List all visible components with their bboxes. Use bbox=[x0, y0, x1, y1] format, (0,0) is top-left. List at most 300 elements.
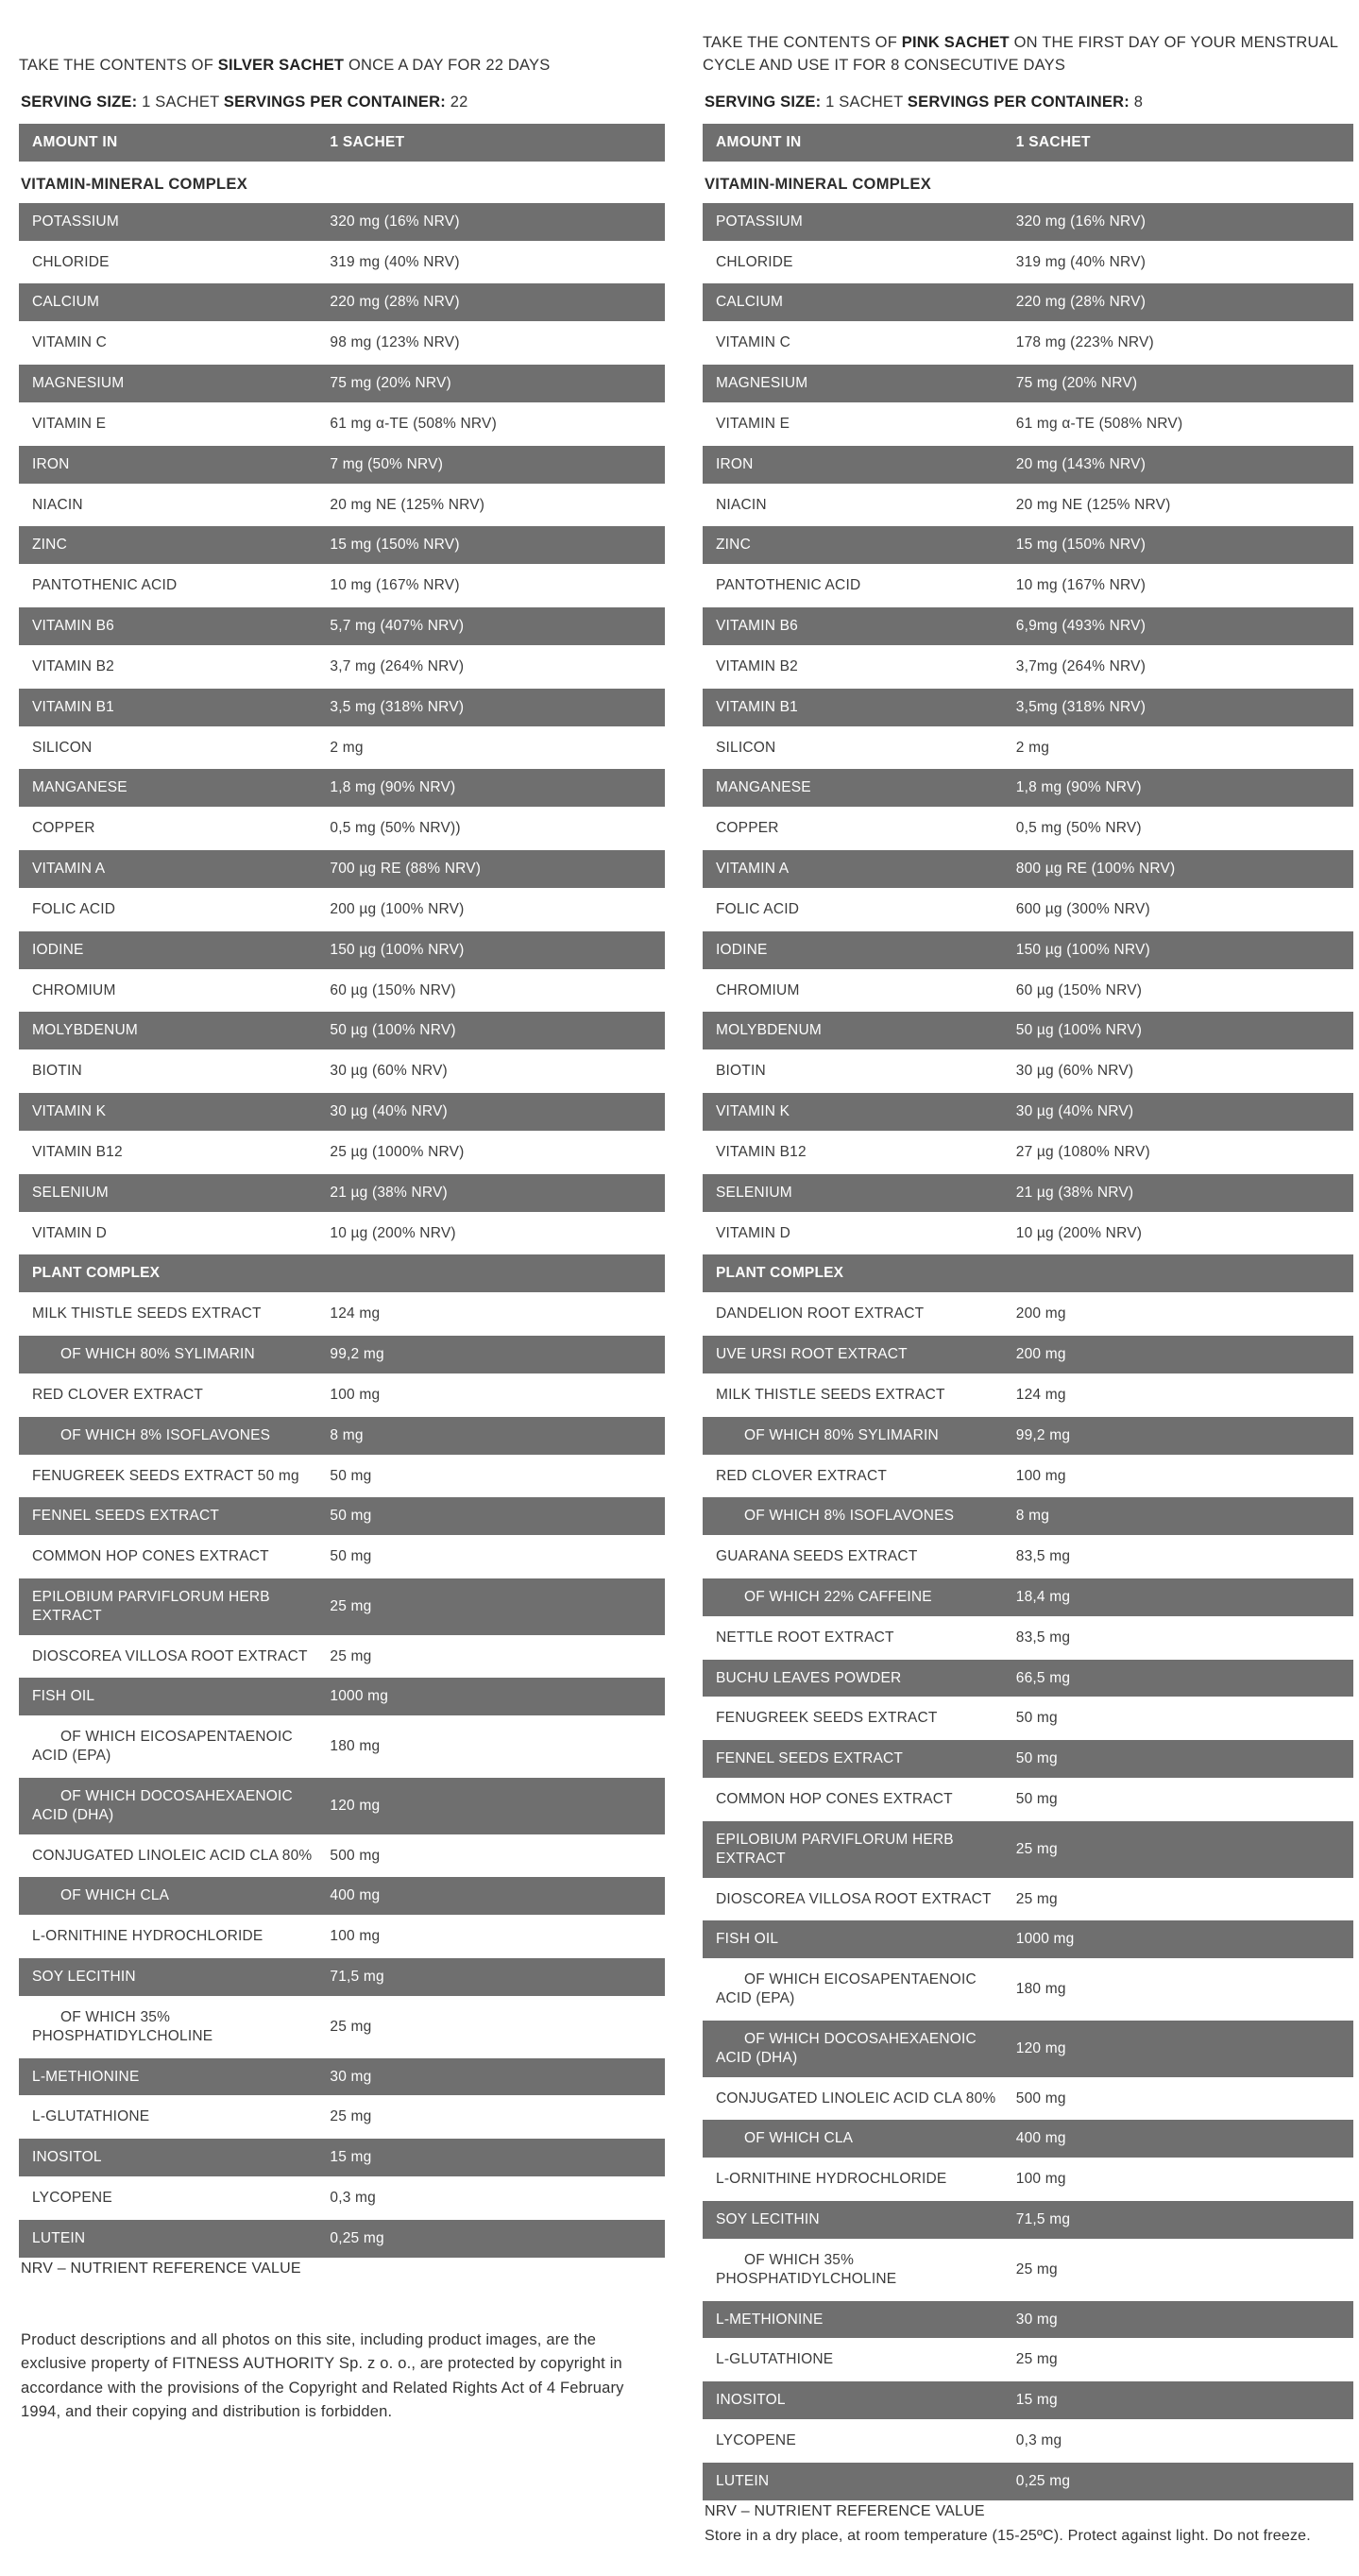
nutrient-row bbox=[703, 1417, 1353, 1455]
nutrient-name: CHROMIUM bbox=[716, 981, 800, 998]
nutrient-name: OF WHICH 35% PHOSPHATIDYLCHOLINE bbox=[32, 2008, 213, 2044]
nutrient-amount: 150 µg (100% NRV) bbox=[330, 941, 465, 958]
nutrient-row bbox=[703, 2242, 1353, 2298]
nutrient-amount: 319 mg (40% NRV) bbox=[1015, 253, 1147, 270]
nutrient-row bbox=[703, 1699, 1353, 1737]
nutrient-amount: 319 mg (40% NRV) bbox=[330, 253, 460, 270]
nutrient-name: OF WHICH 35% PHOSPHATIDYLCHOLINE bbox=[716, 2251, 897, 2287]
nutrient-amount: 320 mg (16% NRV) bbox=[1015, 213, 1147, 230]
nutrient-name: RED CLOVER EXTRACT bbox=[32, 1386, 204, 1403]
nutrient-amount: 50 mg bbox=[330, 1508, 372, 1525]
nutrient-amount: 400 mg bbox=[330, 1887, 381, 1904]
nutrient-name: VITAMIN E bbox=[716, 415, 790, 432]
section-title: PLANT COMPLEX bbox=[716, 1265, 844, 1282]
nutrient-row bbox=[703, 365, 1353, 402]
nutrient-row bbox=[19, 2179, 665, 2217]
nutrient-amount: 50 mg bbox=[1015, 1791, 1058, 1808]
nutrient-row bbox=[19, 648, 665, 686]
nutrient-amount: 50 µg (100% NRV) bbox=[330, 1022, 456, 1039]
nutrient-amount: 75 mg (20% NRV) bbox=[1015, 375, 1138, 392]
nutrient-row bbox=[19, 1718, 665, 1775]
nutrient-amount: 25 mg bbox=[1015, 1890, 1058, 1907]
nutrient-name: FISH OIL bbox=[32, 1688, 95, 1705]
nutrient-name: CHLORIDE bbox=[32, 253, 110, 270]
nutrient-name: VITAMIN K bbox=[716, 1103, 790, 1120]
nutrient-row bbox=[19, 1578, 665, 1635]
nutrient-amount: 200 mg bbox=[1015, 1305, 1066, 1322]
nutrient-name: DIOSCOREA VILLOSA ROOT EXTRACT bbox=[716, 1890, 992, 1907]
nutrient-name: IRON bbox=[32, 455, 70, 472]
silver-sachet-directions bbox=[19, 23, 665, 77]
nutrient-amount: 124 mg bbox=[1015, 1386, 1066, 1403]
nutrient-amount: 18,4 mg bbox=[1015, 1588, 1071, 1605]
nutrient-amount: 30 mg bbox=[330, 2068, 372, 2085]
nutrient-amount: 83,5 mg bbox=[1015, 1629, 1071, 1646]
nutrient-amount: 50 mg bbox=[1015, 1750, 1058, 1767]
nutrient-name: MOLYBDENUM bbox=[32, 1022, 138, 1039]
nutrient-name: FENUGREEK SEEDS EXTRACT bbox=[716, 1710, 938, 1727]
nutrient-name: UVE URSI ROOT EXTRACT bbox=[716, 1346, 908, 1363]
nutrient-row bbox=[19, 244, 665, 281]
nutrient-row bbox=[703, 972, 1353, 1010]
nutrient-row bbox=[703, 405, 1353, 443]
nutrient-row bbox=[703, 1215, 1353, 1253]
nutrient-amount: 8 mg bbox=[330, 1426, 364, 1443]
servings-per-container-value: 8 bbox=[1133, 94, 1144, 111]
nutrient-row bbox=[703, 931, 1353, 969]
nutrient-name: L-METHIONINE bbox=[32, 2068, 140, 2085]
nutrient-amount: 1000 mg bbox=[1015, 1931, 1075, 1948]
nutrient-amount: 71,5 mg bbox=[330, 1969, 384, 1986]
nutrient-row bbox=[703, 2080, 1353, 2118]
nutrient-amount: 75 mg (20% NRV) bbox=[330, 375, 451, 392]
nutrient-amount: 25 mg bbox=[330, 1597, 372, 1614]
nutrient-row bbox=[19, 1174, 665, 1212]
servings-per-container-label: SERVINGS PER CONTAINER: bbox=[223, 94, 446, 111]
nutrient-row bbox=[19, 486, 665, 524]
nutrient-name: VITAMIN K bbox=[32, 1103, 107, 1120]
nutrient-name: VITAMIN B6 bbox=[32, 618, 114, 635]
nutrient-name: DIOSCOREA VILLOSA ROOT EXTRACT bbox=[32, 1647, 308, 1664]
nutrient-name: FENUGREEK SEEDS EXTRACT 50 mg bbox=[32, 1467, 299, 1484]
nutrient-row bbox=[703, 1093, 1353, 1131]
one-sachet-header: 1 SACHET bbox=[330, 134, 405, 150]
nutrient-row bbox=[19, 891, 665, 929]
nutrient-name: VITAMIN C bbox=[32, 334, 108, 351]
nutrient-name: IODINE bbox=[716, 941, 768, 958]
nutrient-name: OF WHICH CLA bbox=[60, 1887, 170, 1904]
nutrient-name: L-ORNITHINE HYDROCHLORIDE bbox=[716, 2171, 947, 2188]
nutrient-row bbox=[703, 810, 1353, 847]
nutrient-name: VITAMIN A bbox=[32, 861, 106, 878]
nutrient-amount: 61 mg α-TE (508% NRV) bbox=[330, 415, 497, 432]
nutrient-amount: 100 mg bbox=[1015, 2171, 1066, 2188]
nutrient-name: L-ORNITHINE HYDROCHLORIDE bbox=[32, 1928, 263, 1945]
silver-table-header bbox=[19, 124, 665, 162]
nutrient-name: MANGANESE bbox=[716, 779, 811, 796]
nutrient-row bbox=[19, 203, 665, 241]
nutrient-row bbox=[19, 567, 665, 605]
nutrient-name: BIOTIN bbox=[32, 1063, 82, 1080]
nutrient-row bbox=[703, 2381, 1353, 2419]
nutrient-row bbox=[19, 1497, 665, 1535]
nutrient-row bbox=[19, 446, 665, 484]
nutrient-row bbox=[703, 203, 1353, 241]
nutrient-amount: 800 µg RE (100% NRV) bbox=[1015, 861, 1176, 878]
nutrient-amount: 66,5 mg bbox=[1015, 1669, 1071, 1686]
nutrient-name: VITAMIN C bbox=[716, 334, 791, 351]
nutrient-amount: 1000 mg bbox=[330, 1688, 389, 1705]
nutrient-name: OF WHICH DOCOSAHEXAENOIC ACID (DHA) bbox=[716, 2030, 977, 2066]
nutrient-amount: 700 µg RE (88% NRV) bbox=[330, 861, 482, 878]
amount-in-header: AMOUNT IN bbox=[716, 134, 802, 150]
nutrient-row bbox=[703, 1376, 1353, 1414]
nutrient-amount: 0,5 mg (50% NRV) bbox=[1015, 820, 1142, 837]
nutrient-row bbox=[19, 1538, 665, 1576]
nutrient-name: MAGNESIUM bbox=[716, 375, 808, 392]
nutrient-row bbox=[703, 1295, 1353, 1333]
nutrient-name: VITAMIN B2 bbox=[716, 657, 798, 674]
nutrient-name: FENNEL SEEDS EXTRACT bbox=[716, 1750, 904, 1767]
directions-text: TAKE THE CONTENTS OF bbox=[19, 57, 218, 75]
silver-sachet-panel bbox=[19, 23, 665, 2548]
nutrient-amount: 25 µg (1000% NRV) bbox=[330, 1143, 465, 1160]
nutrient-row bbox=[703, 1881, 1353, 1919]
nutrient-amount: 2 mg bbox=[1015, 739, 1050, 756]
silver-nutrients-table bbox=[19, 203, 665, 2258]
nutrient-amount: 83,5 mg bbox=[1015, 1548, 1071, 1565]
pink-table-header bbox=[703, 124, 1353, 162]
nutrient-row bbox=[19, 1458, 665, 1495]
nutrient-row bbox=[19, 729, 665, 767]
nutrient-amount: 25 mg bbox=[1015, 1840, 1058, 1857]
servings-per-container-value: 22 bbox=[450, 94, 468, 111]
nutrient-amount: 21 µg (38% NRV) bbox=[330, 1184, 448, 1201]
serving-size-label: SERVING SIZE: bbox=[21, 94, 138, 111]
nutrient-row bbox=[19, 1999, 665, 2056]
sachet-name: SILVER SACHET bbox=[217, 57, 345, 75]
nutrient-amount: 21 µg (38% NRV) bbox=[1015, 1184, 1134, 1201]
nutrient-amount: 6,9mg (493% NRV) bbox=[1015, 618, 1147, 635]
nutrient-row bbox=[703, 1740, 1353, 1778]
nutrient-name: RED CLOVER EXTRACT bbox=[716, 1467, 888, 1484]
nutrient-name: MANGANESE bbox=[32, 779, 127, 796]
nutrient-amount: 0,25 mg bbox=[1015, 2472, 1071, 2489]
nutrient-name: OF WHICH DOCOSAHEXAENOIC ACID (DHA) bbox=[32, 1787, 293, 1823]
nutrient-row bbox=[19, 365, 665, 402]
nutrient-amount: 30 mg bbox=[1015, 2311, 1058, 2328]
vitamin-mineral-complex-title: VITAMIN-MINERAL COMPLEX bbox=[705, 175, 932, 193]
nutrient-row bbox=[19, 1678, 665, 1715]
nutrient-name: OF WHICH CLA bbox=[744, 2130, 854, 2147]
nutrient-row bbox=[703, 324, 1353, 362]
nutrient-amount: 30 µg (60% NRV) bbox=[1015, 1063, 1134, 1080]
nutrient-row bbox=[703, 526, 1353, 564]
nutrient-amount: 400 mg bbox=[1015, 2130, 1066, 2147]
nutrient-name: FISH OIL bbox=[716, 1931, 779, 1948]
nutrient-row bbox=[703, 769, 1353, 807]
directions-text-suffix: ONCE A DAY FOR 22 DAYS bbox=[344, 57, 551, 75]
nutrient-amount: 30 µg (40% NRV) bbox=[1015, 1103, 1134, 1120]
nutrient-row bbox=[703, 2301, 1353, 2339]
nutrient-row bbox=[703, 1920, 1353, 1958]
nutrient-name: SILICON bbox=[32, 739, 93, 756]
nutrient-amount: 60 µg (150% NRV) bbox=[330, 981, 456, 998]
nutrient-row bbox=[703, 2341, 1353, 2379]
nutrient-name: SELENIUM bbox=[716, 1184, 792, 1201]
nutrient-row bbox=[703, 891, 1353, 929]
nutrient-row bbox=[703, 1538, 1353, 1576]
nutrient-name: LYCOPENE bbox=[716, 2432, 796, 2449]
nutrient-row bbox=[19, 324, 665, 362]
nutrient-row bbox=[19, 526, 665, 564]
nutrient-name: VITAMIN B12 bbox=[32, 1143, 123, 1160]
nutrient-amount: 120 mg bbox=[330, 1797, 381, 1814]
nutrient-name: CALCIUM bbox=[716, 294, 784, 311]
nutrient-row bbox=[703, 2120, 1353, 2158]
nutrient-amount: 220 mg (28% NRV) bbox=[1015, 294, 1147, 311]
nutrient-row bbox=[703, 1336, 1353, 1373]
nutrient-name: SOY LECITHIN bbox=[716, 2211, 820, 2228]
nutrient-name: SILICON bbox=[716, 739, 776, 756]
nutrient-row bbox=[703, 1961, 1353, 2018]
nutrient-row bbox=[19, 1417, 665, 1455]
nutrient-row bbox=[19, 405, 665, 443]
nutrient-amount: 15 mg (150% NRV) bbox=[330, 537, 460, 554]
nutrient-name: VITAMIN B2 bbox=[32, 657, 114, 674]
nutrient-amount: 200 µg (100% NRV) bbox=[330, 900, 465, 917]
nutrient-name: COPPER bbox=[716, 820, 779, 837]
nutrient-row bbox=[703, 2463, 1353, 2500]
nutrient-row bbox=[703, 486, 1353, 524]
nutrient-name: VITAMIN D bbox=[716, 1224, 791, 1241]
nutrient-name: MILK THISTLE SEEDS EXTRACT bbox=[716, 1386, 945, 1403]
nutrient-name: EPILOBIUM PARVIFLORUM HERB EXTRACT bbox=[716, 1831, 954, 1867]
nutrient-amount: 8 mg bbox=[1015, 1508, 1050, 1525]
nutrient-amount: 0,3 mg bbox=[330, 2190, 376, 2207]
nutrient-row bbox=[19, 1778, 665, 1834]
nutrient-amount: 2 mg bbox=[330, 739, 364, 756]
nutrient-name: OF WHICH 22% CAFFEINE bbox=[744, 1588, 932, 1605]
nutrient-row bbox=[19, 607, 665, 645]
nutrient-name: COMMON HOP CONES EXTRACT bbox=[716, 1791, 953, 1808]
nutrient-name: OF WHICH EICOSAPENTAENOIC ACID (EPA) bbox=[716, 1971, 977, 2007]
nutrient-name: GUARANA SEEDS EXTRACT bbox=[716, 1548, 918, 1565]
nutrient-name: NIACIN bbox=[716, 496, 767, 513]
nutrient-amount: 5,7 mg (407% NRV) bbox=[330, 618, 465, 635]
nutrient-amount: 20 mg NE (125% NRV) bbox=[330, 496, 485, 513]
nutrient-amount: 10 mg (167% NRV) bbox=[1015, 577, 1147, 594]
nutrient-amount: 10 µg (200% NRV) bbox=[1015, 1224, 1143, 1241]
nutrient-name: CONJUGATED LINOLEIC ACID CLA 80% bbox=[32, 1847, 313, 1864]
pink-sachet-panel bbox=[703, 23, 1353, 2548]
nutrient-name: OF WHICH EICOSAPENTAENOIC ACID (EPA) bbox=[32, 1729, 293, 1765]
nutrient-row bbox=[703, 1578, 1353, 1616]
nutrient-row bbox=[703, 1012, 1353, 1049]
nutrient-amount: 71,5 mg bbox=[1015, 2211, 1071, 2228]
nutrient-amount: 3,5 mg (318% NRV) bbox=[330, 698, 465, 715]
nutrient-amount: 25 mg bbox=[330, 2018, 372, 2035]
nutrient-row bbox=[19, 689, 665, 726]
nutrient-row bbox=[19, 810, 665, 847]
one-sachet-header: 1 SACHET bbox=[1015, 134, 1091, 150]
pink-nutrients-table bbox=[703, 203, 1353, 2500]
nutrient-amount: 100 mg bbox=[1015, 1467, 1066, 1484]
nutrient-amount: 60 µg (150% NRV) bbox=[1015, 981, 1143, 998]
nutrient-amount: 7 mg (50% NRV) bbox=[330, 455, 444, 472]
nutrient-amount: 50 mg bbox=[330, 1548, 372, 1565]
nutrient-amount: 61 mg α-TE (508% NRV) bbox=[1015, 415, 1183, 432]
nutrient-name: PANTOTHENIC ACID bbox=[716, 577, 861, 594]
nutrient-amount: 320 mg (16% NRV) bbox=[330, 213, 460, 230]
nutrient-row bbox=[19, 1837, 665, 1875]
nutrient-row bbox=[19, 1638, 665, 1676]
nutrient-row bbox=[703, 1781, 1353, 1818]
silver-serving-info bbox=[21, 94, 665, 111]
nutrient-row bbox=[19, 972, 665, 1010]
nutrient-amount: 200 mg bbox=[1015, 1346, 1066, 1363]
nutrient-amount: 1,8 mg (90% NRV) bbox=[330, 779, 456, 796]
nutrient-row bbox=[19, 1134, 665, 1171]
nutrient-row bbox=[703, 1174, 1353, 1212]
nutrient-row bbox=[19, 2139, 665, 2176]
nutrient-amount: 99,2 mg bbox=[1015, 1426, 1071, 1443]
nutrient-name: BUCHU LEAVES POWDER bbox=[716, 1669, 902, 1686]
serving-size-value: 1 SACHET bbox=[142, 94, 220, 111]
nutrient-amount: 99,2 mg bbox=[330, 1346, 384, 1363]
nutrient-row bbox=[19, 2220, 665, 2258]
nutrient-name: VITAMIN B12 bbox=[716, 1143, 807, 1160]
nutrient-name: ZINC bbox=[716, 537, 751, 554]
nutrient-amount: 1,8 mg (90% NRV) bbox=[1015, 779, 1142, 796]
nutrient-amount: 100 mg bbox=[330, 1386, 381, 1403]
nutrient-amount: 50 mg bbox=[1015, 1710, 1058, 1727]
nutrient-row bbox=[703, 850, 1353, 888]
nutrient-amount: 178 mg (223% NRV) bbox=[1015, 334, 1154, 351]
nutrient-name: MILK THISTLE SEEDS EXTRACT bbox=[32, 1305, 262, 1322]
nutrient-amount: 3,7mg (264% NRV) bbox=[1015, 657, 1147, 674]
nutrient-row bbox=[19, 1877, 665, 1915]
nutrient-amount: 15 mg bbox=[330, 2149, 372, 2166]
serving-size-value: 1 SACHET bbox=[825, 94, 904, 111]
nutrient-row bbox=[703, 648, 1353, 686]
nutrient-name: VITAMIN A bbox=[716, 861, 790, 878]
nutrient-name: ZINC bbox=[32, 537, 67, 554]
vitamin-mineral-complex-title: VITAMIN-MINERAL COMPLEX bbox=[21, 175, 248, 193]
nutrient-name: FOLIC ACID bbox=[32, 900, 116, 917]
nutrient-amount: 30 µg (60% NRV) bbox=[330, 1063, 448, 1080]
nutrient-row bbox=[703, 729, 1353, 767]
servings-per-container-label: SERVINGS PER CONTAINER: bbox=[907, 94, 1130, 111]
nutrient-row bbox=[19, 283, 665, 321]
nutrient-row bbox=[19, 1958, 665, 1996]
nutrient-row bbox=[19, 850, 665, 888]
nutrient-row bbox=[703, 2021, 1353, 2077]
nutrient-name: INOSITOL bbox=[716, 2392, 786, 2409]
nutrient-amount: 20 mg NE (125% NRV) bbox=[1015, 496, 1171, 513]
nutrient-amount: 500 mg bbox=[330, 1847, 381, 1864]
nutrient-amount: 27 µg (1080% NRV) bbox=[1015, 1143, 1150, 1160]
nutrient-row bbox=[703, 1052, 1353, 1090]
nutrient-name: VITAMIN B6 bbox=[716, 618, 798, 635]
nutrient-amount: 600 µg (300% NRV) bbox=[1015, 900, 1150, 917]
nutrient-amount: 0,3 mg bbox=[1015, 2432, 1062, 2449]
directions-text-suffix: ON THE FIRST DAY OF YOUR MENSTRUAL CYCLE AND USE IT FOR 8 CONSECUTIVE DAYS bbox=[703, 33, 1338, 75]
nutrient-amount: 0,5 mg (50% NRV)) bbox=[330, 820, 461, 837]
nutrient-name: COPPER bbox=[32, 820, 95, 837]
nutrient-amount: 50 mg bbox=[330, 1467, 372, 1484]
nutrient-row bbox=[19, 931, 665, 969]
nutrient-name: NIACIN bbox=[32, 496, 83, 513]
nutrient-row bbox=[19, 1918, 665, 1955]
nutrient-amount: 50 µg (100% NRV) bbox=[1015, 1022, 1143, 1039]
nutrient-amount: 220 mg (28% NRV) bbox=[330, 294, 460, 311]
nutrient-amount: 10 mg (167% NRV) bbox=[330, 577, 460, 594]
plant-complex-section-row bbox=[703, 1254, 1353, 1292]
nutrient-amount: 120 mg bbox=[1015, 2039, 1066, 2056]
nutrient-row bbox=[703, 1497, 1353, 1535]
nutrient-row bbox=[703, 689, 1353, 726]
nutrient-name: VITAMIN B1 bbox=[716, 698, 798, 715]
nutrient-name: CALCIUM bbox=[32, 294, 100, 311]
nutrient-name: L-GLUTATHIONE bbox=[716, 2351, 834, 2368]
copyright-notice: Product descriptions and all photos on this site, including product images, are the exclusive property of FITNESS AUTHORITY Sp. z o. o., are protected by copyright in accordance with the provisions of the Copyright and Related Rights Act of 4 February 1994, and their copying and distribution is forbidden. bbox=[21, 2330, 624, 2421]
nutrient-name: L-METHIONINE bbox=[716, 2311, 824, 2328]
nutrient-row bbox=[703, 1134, 1353, 1171]
nutrient-row bbox=[19, 1052, 665, 1090]
nutrient-name: PANTOTHENIC ACID bbox=[32, 577, 178, 594]
nutrient-amount: 10 µg (200% NRV) bbox=[330, 1224, 456, 1241]
nutrient-name: VITAMIN B1 bbox=[32, 698, 114, 715]
nutrient-amount: 25 mg bbox=[330, 1647, 372, 1664]
nutrient-amount: 25 mg bbox=[330, 2108, 372, 2125]
nutrient-name: POTASSIUM bbox=[32, 213, 119, 230]
nutrient-amount: 180 mg bbox=[330, 1738, 381, 1755]
nutrient-name: LUTEIN bbox=[32, 2229, 86, 2246]
nutrient-amount: 124 mg bbox=[330, 1305, 381, 1322]
nrv-footnote: NRV – NUTRIENT REFERENCE VALUE bbox=[21, 2260, 301, 2277]
nutrient-name: SELENIUM bbox=[32, 1184, 109, 1201]
sachet-name: PINK SACHET bbox=[901, 33, 1010, 51]
nutrient-name: EPILOBIUM PARVIFLORUM HERB EXTRACT bbox=[32, 1588, 270, 1624]
nutrient-name: COMMON HOP CONES EXTRACT bbox=[32, 1548, 269, 1565]
nutrient-amount: 3,7 mg (264% NRV) bbox=[330, 657, 465, 674]
nutrient-amount: 25 mg bbox=[1015, 2260, 1058, 2277]
nutrient-row bbox=[19, 1376, 665, 1414]
nutrient-amount: 25 mg bbox=[1015, 2351, 1058, 2368]
nutrient-name: INOSITOL bbox=[32, 2149, 102, 2166]
nrv-footnote: NRV – NUTRIENT REFERENCE VALUE bbox=[705, 2502, 985, 2519]
nutrient-name: POTASSIUM bbox=[716, 213, 803, 230]
nutrient-name: CHLORIDE bbox=[716, 253, 793, 270]
section-title: PLANT COMPLEX bbox=[32, 1265, 161, 1282]
nutrient-amount: 100 mg bbox=[330, 1928, 381, 1945]
nutrient-amount: 98 mg (123% NRV) bbox=[330, 334, 460, 351]
nutrient-row bbox=[19, 1215, 665, 1253]
amount-in-header: AMOUNT IN bbox=[32, 134, 118, 150]
nutrient-row bbox=[703, 244, 1353, 281]
nutrient-row bbox=[19, 2098, 665, 2136]
pink-serving-info bbox=[705, 94, 1353, 111]
nutrient-name: OF WHICH 8% ISOFLAVONES bbox=[60, 1426, 271, 1443]
nutrient-amount: 500 mg bbox=[1015, 2090, 1066, 2107]
nutrient-row bbox=[19, 1093, 665, 1131]
nutrient-row bbox=[703, 607, 1353, 645]
storage-instructions: Store in a dry place, at room temperature (15-25ºC). Protect against light. Do not freeze. bbox=[705, 2527, 1311, 2544]
nutrient-name: DANDELION ROOT EXTRACT bbox=[716, 1305, 925, 1322]
nutrient-name: VITAMIN E bbox=[32, 415, 107, 432]
nutrient-name: BIOTIN bbox=[716, 1063, 766, 1080]
